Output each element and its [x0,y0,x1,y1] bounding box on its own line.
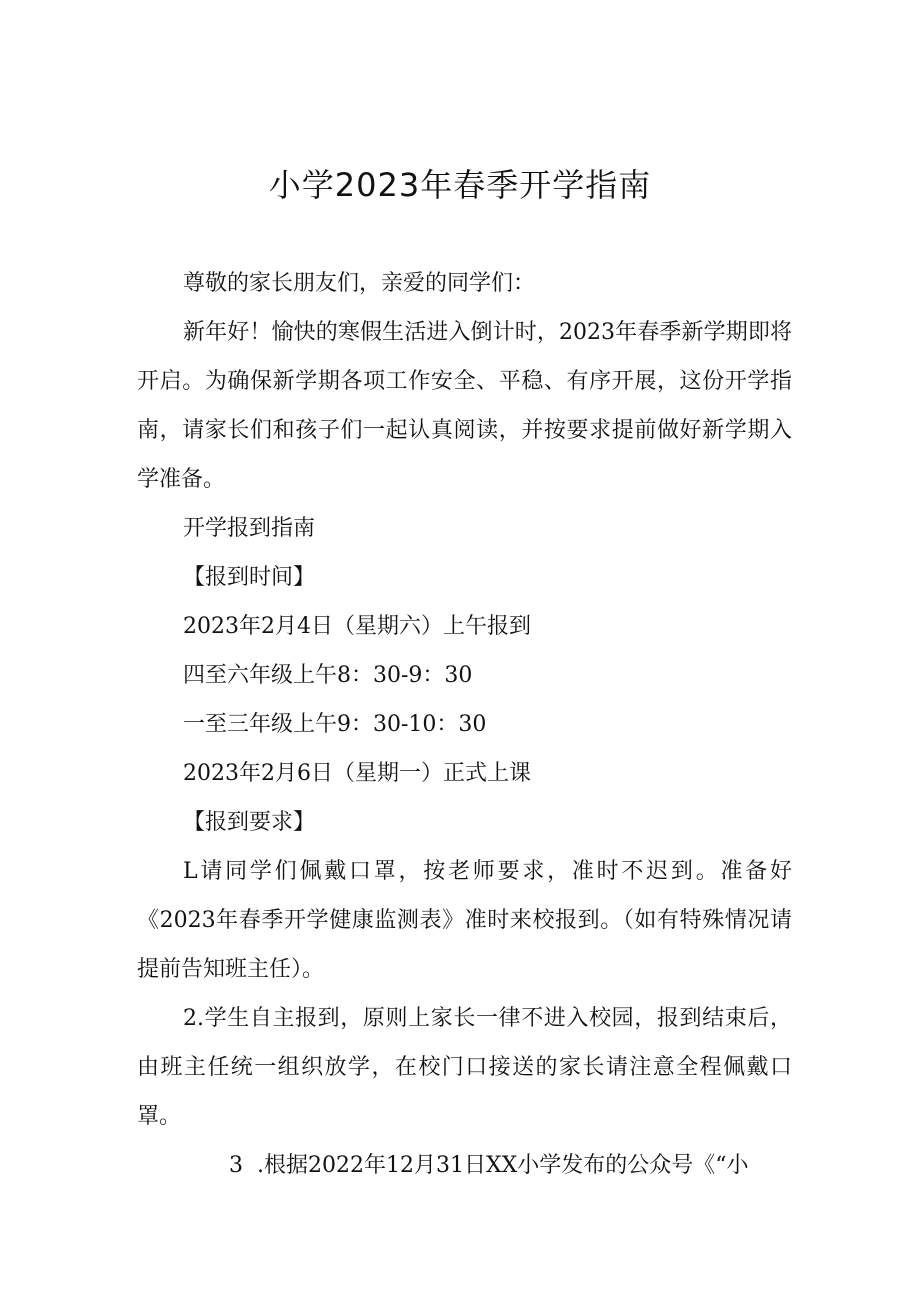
time-line-3: 一至三年级上午9：30-10：30 [183,712,487,737]
section-heading: 开学报到指南 [183,516,316,541]
time-line-2: 四至六年级上午8：30-9：30 [183,663,473,688]
document-title: 小学2023年春季开学指南 [268,166,652,204]
time-heading: 【报到时间】 [183,565,316,590]
requirement-item-3-text: .根据2022年12月31日XX小学发布的公众号《“小 [257,1153,749,1178]
salutation: 尊敬的家长朋友们，亲爱的同学们： [183,271,536,296]
time-line-1: 2023年2月4日（星期六）上午报到 [183,614,531,639]
requirement-item-1: L请同学们佩戴口罩，按老师要求，准时不迟到。准备好《2023年春季开学健康监测表》准时来校报到。（如有特殊情况请提前告知班主任）。 [137,859,792,982]
document-body [137,259,792,1190]
requirement-item-2: 2.学生自主报到，原则上家长一律不进入校园，报到结束后，由班主任统一组织放学，在校门口接送的家长请注意全程佩戴口罩。 [137,1006,792,1129]
requirement-item-3 [137,1141,792,1190]
requirement-item-3-number: 3 [229,1153,243,1178]
intro-paragraph: 新年好！愉快的寒假生活进入倒计时，2023年春季新学期即将开启。为确保新学期各项工作安全、平稳、有序开展，这份开学指南，请家长们和孩子们一起认真阅读，并按要求提前做好新学期入学准备。 [137,320,792,492]
time-line-4: 2023年2月6日（星期一）正式上课 [183,761,531,786]
requirements-heading: 【报到要求】 [183,810,316,835]
